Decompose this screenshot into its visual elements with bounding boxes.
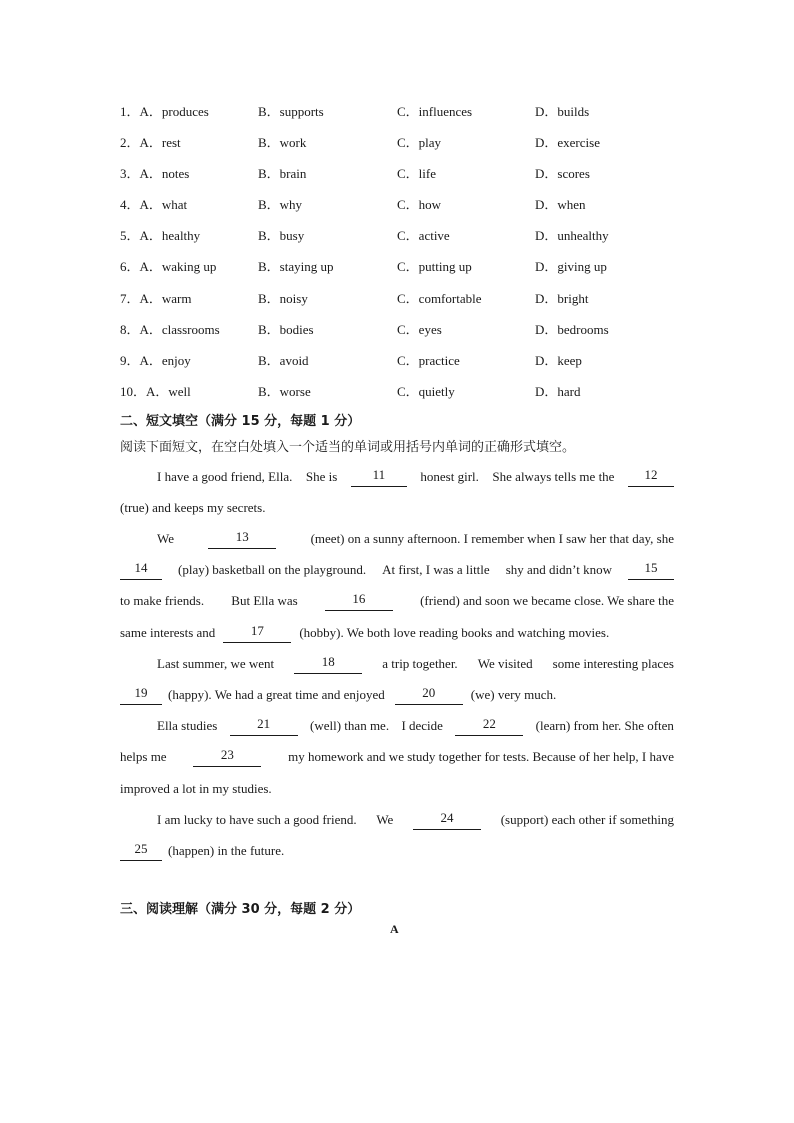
section-instruction: 阅读下面短文，在空白处填入一个适当的单词或用括号内单词的正确形式填空。 — [120, 440, 576, 455]
option-a: 1．A．produces — [120, 104, 209, 119]
option-c: C．practice — [397, 352, 460, 368]
option-b: B．busy — [258, 228, 305, 244]
question-number: 3． — [120, 166, 140, 182]
blank-12[interactable]: 12 — [628, 467, 674, 487]
passage-line: 19 (happy). We had a great time and enjoyed 20 (we) very much. — [120, 685, 674, 705]
option-row — [120, 132, 680, 163]
passage-line: helps me 23 my homework and we study together for tests. Because of her help, I have — [120, 747, 674, 767]
option-c: C．comfortable — [397, 290, 482, 306]
option-b: B．avoid — [258, 352, 309, 368]
multiple-choice-options — [120, 101, 680, 412]
option-row — [120, 101, 680, 132]
option-c: C．how — [397, 197, 442, 213]
section-heading: 二、短文填空（满分 15 分，每题 1 分） — [120, 414, 361, 429]
blank-25[interactable]: 25 — [120, 841, 162, 861]
blank-20[interactable]: 20 — [395, 685, 463, 705]
blank-11[interactable]: 11 — [351, 467, 407, 487]
blank-24[interactable]: 24 — [413, 810, 481, 830]
option-c: C．active — [397, 228, 450, 244]
passage-line: 25 (happen) in the future. — [120, 841, 674, 861]
question-number: 9． — [120, 352, 140, 368]
passage-label: A — [390, 922, 399, 936]
passage-line: I have a good friend, Ella. She is 11 honest girl. She always tells me the 12 — [157, 467, 674, 487]
question-number: 7． — [120, 290, 140, 306]
option-row — [120, 163, 680, 194]
option-d: D．bright — [535, 290, 589, 306]
question-number: 4． — [120, 197, 140, 213]
question-number: 10． — [120, 383, 147, 399]
option-c: C．play — [397, 135, 442, 151]
passage-line: Ella studies 21 (well) than me. I decide 22 (learn) from her. She often — [157, 716, 674, 736]
passage-line: same interests and 17 (hobby). We both love reading books and watching movies. — [120, 623, 674, 643]
passage-line: Last summer, we went 18 a trip together. We visited some interesting places — [157, 654, 674, 674]
option-b: B．supports — [258, 104, 324, 119]
option-b: B．brain — [258, 166, 307, 182]
passage-line: We 13 (meet) on a sunny afternoon. I remember when I saw her that day, she — [157, 529, 674, 549]
question-number: 8． — [120, 321, 140, 337]
passage-line: to make friends. But Ella was 16 (friend) and soon we became close. We share the — [120, 591, 674, 611]
option-d: D．exercise — [535, 135, 600, 151]
blank-13[interactable]: 13 — [208, 529, 276, 549]
option-c: C．putting up — [397, 259, 472, 275]
question-number: 5． — [120, 228, 140, 244]
option-a: 2．A．rest — [120, 135, 181, 151]
option-b: B．noisy — [258, 290, 308, 306]
option-c: C．life — [397, 166, 436, 182]
option-row — [120, 381, 680, 412]
option-b: B．why — [258, 197, 303, 213]
question-number: 6． — [120, 259, 140, 275]
option-a: 5．A．healthy — [120, 228, 201, 244]
blank-16[interactable]: 16 — [325, 591, 393, 611]
blank-23[interactable]: 23 — [193, 747, 261, 767]
option-row — [120, 225, 680, 256]
option-row — [120, 194, 680, 225]
option-b: B．work — [258, 135, 307, 151]
option-d: D．bedrooms — [535, 321, 609, 337]
option-a: 8．A．classrooms — [120, 321, 220, 337]
passage-line: improved a lot in my studies. — [120, 781, 272, 796]
blank-15[interactable]: 15 — [628, 560, 674, 580]
option-c: C．eyes — [397, 321, 442, 337]
blank-18[interactable]: 18 — [294, 654, 362, 674]
option-d: D．hard — [535, 383, 581, 399]
option-c: C．quietly — [397, 383, 455, 399]
option-row — [120, 350, 680, 381]
option-a: 9．A．enjoy — [120, 352, 191, 368]
passage-line: (true) and keeps my secrets. — [120, 500, 266, 515]
option-b: B．worse — [258, 383, 311, 399]
blank-17[interactable]: 17 — [223, 623, 291, 643]
section-heading: 三、阅读理解（满分 30 分，每题 2 分） — [120, 902, 361, 917]
question-number: 1． — [120, 104, 140, 119]
option-c: C．influences — [397, 104, 473, 119]
blank-14[interactable]: 14 — [120, 560, 162, 580]
option-a: 3．A．notes — [120, 166, 190, 182]
blank-19[interactable]: 19 — [120, 685, 162, 705]
option-d: D．keep — [535, 352, 582, 368]
option-d: D．scores — [535, 166, 590, 182]
option-b: B．staying up — [258, 259, 334, 275]
option-row — [120, 288, 680, 319]
question-number: 2． — [120, 135, 140, 151]
option-d: D．when — [535, 197, 586, 213]
option-a: 10．A．well — [120, 383, 191, 399]
option-a: 7．A．warm — [120, 290, 192, 306]
option-d: D．giving up — [535, 259, 607, 275]
option-d: D．builds — [535, 104, 590, 119]
option-a: 6．A．waking up — [120, 259, 217, 275]
passage-line: 14 (play) basketball on the playground. At first, I was a little shy and didn’t know 15 — [120, 560, 674, 580]
option-a: 4．A．what — [120, 197, 188, 213]
option-b: B．bodies — [258, 321, 314, 337]
passage-line: I am lucky to have such a good friend. We 24 (support) each other if something — [157, 810, 674, 830]
option-d: D．unhealthy — [535, 228, 609, 244]
blank-21[interactable]: 21 — [230, 716, 298, 736]
option-row — [120, 319, 680, 350]
option-row — [120, 256, 680, 287]
blank-22[interactable]: 22 — [455, 716, 523, 736]
